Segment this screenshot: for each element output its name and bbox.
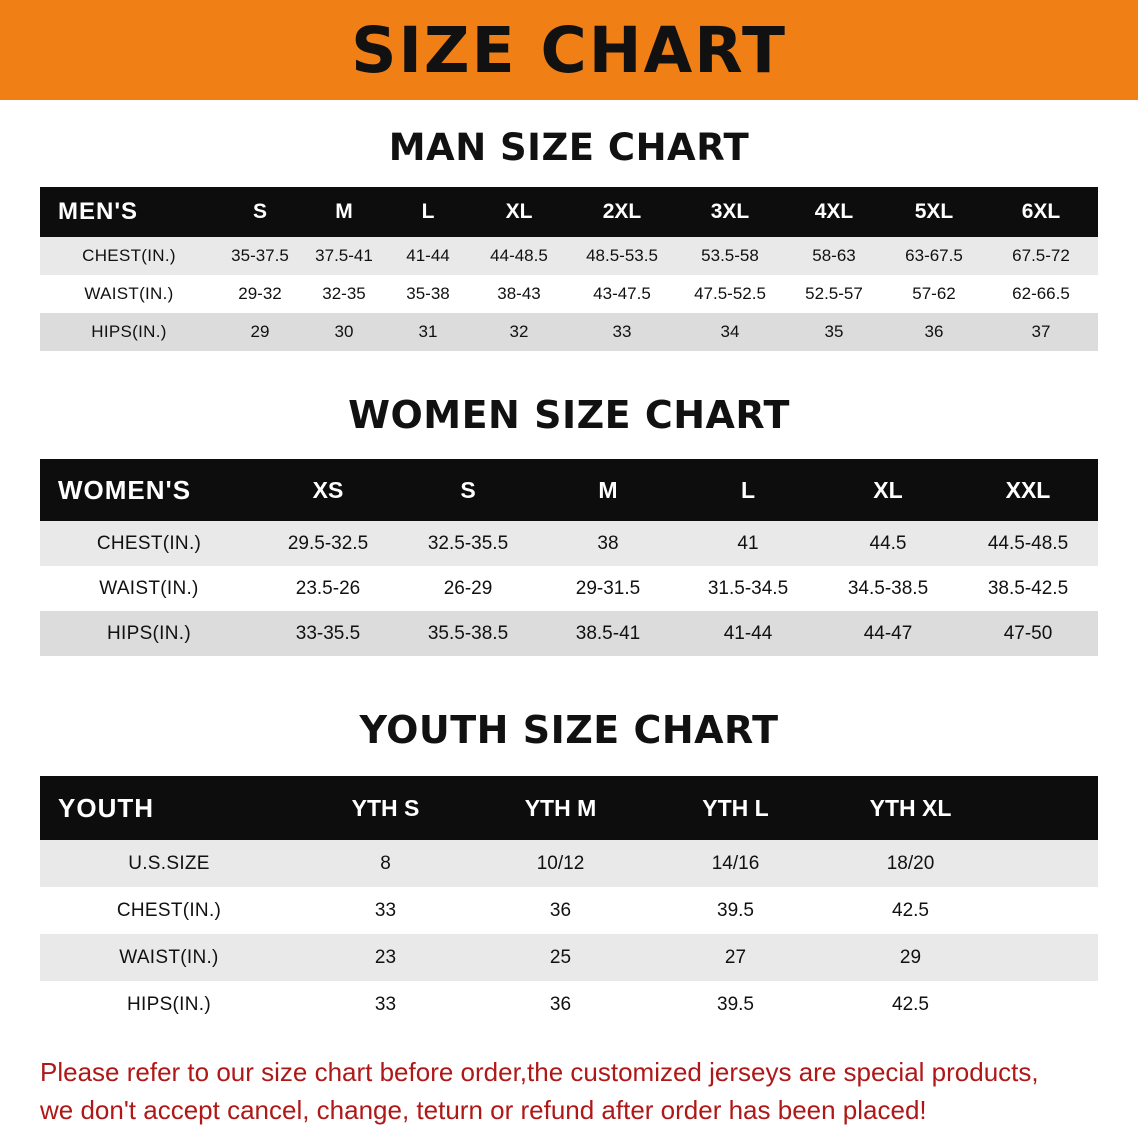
table-row bbox=[40, 313, 1098, 351]
table-row bbox=[40, 840, 1098, 887]
women-cell: 38.5-42.5 bbox=[987, 577, 1069, 599]
women-row-label: CHEST(IN.) bbox=[96, 532, 202, 554]
youth-header-cell: YTH M bbox=[473, 776, 648, 840]
table-row bbox=[40, 521, 1098, 566]
table-row bbox=[40, 566, 1098, 611]
men-header-cell: 4XL bbox=[784, 187, 884, 237]
youth-row-label: U.S.SIZE bbox=[128, 852, 210, 874]
youth-cell: 27 bbox=[724, 946, 747, 968]
men-size-table bbox=[40, 187, 1098, 351]
youth-cell: 14/16 bbox=[711, 852, 760, 874]
men-header-cell: 5XL bbox=[884, 187, 984, 237]
youth-cell-spacer bbox=[998, 840, 1098, 887]
women-cell: 32.5-35.5 bbox=[427, 532, 509, 554]
women-header-cell: M bbox=[538, 459, 678, 521]
men-cell: 41-44 bbox=[406, 246, 450, 265]
women-cell: 38.5-41 bbox=[575, 622, 641, 644]
youth-section-title: YOUTH SIZE CHART bbox=[359, 708, 779, 752]
men-cell: 43-47.5 bbox=[593, 284, 651, 303]
disclaimer-line-1: Please refer to our size chart before order,the customized jerseys are special products, bbox=[40, 1057, 1039, 1087]
men-header-cell: 2XL bbox=[568, 187, 676, 237]
men-header-cell: M bbox=[302, 187, 386, 237]
women-header-cell: XL bbox=[818, 459, 958, 521]
youth-cell-spacer bbox=[998, 981, 1098, 1028]
youth-cell-spacer bbox=[998, 934, 1098, 981]
table-row bbox=[40, 981, 1098, 1028]
men-cell: 35 bbox=[824, 322, 844, 341]
youth-header-cell: YOUTH bbox=[40, 776, 298, 840]
men-row-label: CHEST(IN.) bbox=[82, 246, 176, 265]
youth-header-cell: YTH XL bbox=[823, 776, 998, 840]
men-header-cell: 3XL bbox=[676, 187, 784, 237]
women-section-title: WOMEN SIZE CHART bbox=[348, 393, 790, 437]
youth-row-label: HIPS(IN.) bbox=[127, 993, 211, 1015]
men-row-label: HIPS(IN.) bbox=[91, 322, 167, 341]
men-cell: 36 bbox=[924, 322, 944, 341]
women-header-cell: XS bbox=[258, 459, 398, 521]
youth-row-label: WAIST(IN.) bbox=[119, 946, 219, 968]
men-cell: 35-38 bbox=[406, 284, 450, 303]
women-cell: 34.5-38.5 bbox=[847, 577, 929, 599]
women-cell: 23.5-26 bbox=[295, 577, 361, 599]
men-cell: 44-48.5 bbox=[490, 246, 548, 265]
youth-row-label: CHEST(IN.) bbox=[116, 899, 222, 921]
men-cell: 52.5-57 bbox=[805, 284, 863, 303]
youth-cell: 39.5 bbox=[717, 993, 754, 1015]
youth-cell: 29 bbox=[899, 946, 922, 968]
women-cell: 38 bbox=[597, 532, 619, 554]
youth-cell: 42.5 bbox=[892, 899, 929, 921]
men-cell: 34 bbox=[720, 322, 740, 341]
youth-cell: 25 bbox=[549, 946, 572, 968]
table-row bbox=[40, 275, 1098, 313]
men-cell: 58-63 bbox=[812, 246, 856, 265]
men-cell: 53.5-58 bbox=[701, 246, 759, 265]
women-cell: 44-47 bbox=[863, 622, 913, 644]
men-cell: 33 bbox=[612, 322, 632, 341]
men-cell: 35-37.5 bbox=[231, 246, 289, 265]
banner-title: SIZE CHART bbox=[351, 13, 787, 87]
table-row bbox=[40, 934, 1098, 981]
youth-cell-spacer bbox=[998, 887, 1098, 934]
women-cell: 44.5-48.5 bbox=[987, 532, 1069, 554]
women-cell: 33-35.5 bbox=[295, 622, 361, 644]
youth-cell: 18/20 bbox=[886, 852, 935, 874]
men-cell: 30 bbox=[334, 322, 354, 341]
youth-cell: 33 bbox=[374, 899, 397, 921]
men-header-row bbox=[40, 187, 1098, 237]
women-cell: 29.5-32.5 bbox=[287, 532, 369, 554]
men-header-cell: 6XL bbox=[984, 187, 1098, 237]
women-cell: 35.5-38.5 bbox=[427, 622, 509, 644]
women-cell: 47-50 bbox=[1003, 622, 1053, 644]
women-header-cell: WOMEN'S bbox=[40, 459, 258, 521]
men-cell: 31 bbox=[418, 322, 438, 341]
men-table-wrap bbox=[40, 187, 1098, 351]
women-cell: 41 bbox=[737, 532, 759, 554]
men-header-cell: MEN'S bbox=[40, 187, 218, 237]
youth-header-cell: YTH S bbox=[298, 776, 473, 840]
women-size-table bbox=[40, 459, 1098, 656]
youth-cell: 42.5 bbox=[892, 993, 929, 1015]
women-row-label: HIPS(IN.) bbox=[107, 622, 191, 644]
youth-table-wrap bbox=[40, 776, 1098, 1028]
men-cell: 67.5-72 bbox=[1012, 246, 1070, 265]
men-section-title: MAN SIZE CHART bbox=[388, 126, 750, 169]
youth-cell: 36 bbox=[549, 993, 572, 1015]
youth-cell: 8 bbox=[380, 852, 391, 874]
men-cell: 62-66.5 bbox=[1012, 284, 1070, 303]
women-header-cell: XXL bbox=[958, 459, 1098, 521]
youth-cell: 23 bbox=[374, 946, 397, 968]
table-row bbox=[40, 611, 1098, 656]
men-cell: 57-62 bbox=[912, 284, 956, 303]
youth-header-spacer bbox=[998, 776, 1098, 840]
youth-cell: 10/12 bbox=[536, 852, 585, 874]
men-header-cell: L bbox=[386, 187, 470, 237]
men-cell: 63-67.5 bbox=[905, 246, 963, 265]
women-header-cell: L bbox=[678, 459, 818, 521]
women-header-cell: S bbox=[398, 459, 538, 521]
women-cell: 31.5-34.5 bbox=[707, 577, 789, 599]
women-cell: 44.5 bbox=[869, 532, 907, 554]
men-cell: 29 bbox=[250, 322, 270, 341]
banner bbox=[0, 0, 1138, 100]
men-cell: 32 bbox=[509, 322, 529, 341]
women-row-label: WAIST(IN.) bbox=[99, 577, 199, 599]
women-cell: 26-29 bbox=[443, 577, 493, 599]
men-cell: 47.5-52.5 bbox=[694, 284, 766, 303]
men-cell: 37.5-41 bbox=[315, 246, 373, 265]
youth-cell: 39.5 bbox=[717, 899, 754, 921]
disclaimer-line-2: we don't accept cancel, change, teturn or refund after order has been placed! bbox=[40, 1094, 927, 1125]
table-row bbox=[40, 887, 1098, 934]
disclaimer-note bbox=[40, 1054, 1098, 1129]
men-row-label: WAIST(IN.) bbox=[84, 284, 174, 303]
women-header-row bbox=[40, 459, 1098, 521]
youth-cell: 36 bbox=[549, 899, 572, 921]
women-cell: 29-31.5 bbox=[575, 577, 641, 599]
men-cell: 37 bbox=[1031, 322, 1051, 341]
men-header-cell: S bbox=[218, 187, 302, 237]
men-cell: 48.5-53.5 bbox=[586, 246, 658, 265]
men-cell: 29-32 bbox=[238, 284, 282, 303]
men-header-cell: XL bbox=[470, 187, 568, 237]
youth-header-cell: YTH L bbox=[648, 776, 823, 840]
men-cell: 38-43 bbox=[497, 284, 541, 303]
women-cell: 41-44 bbox=[723, 622, 773, 644]
youth-cell: 33 bbox=[374, 993, 397, 1015]
men-cell: 32-35 bbox=[322, 284, 366, 303]
youth-header-row bbox=[40, 776, 1098, 840]
youth-size-table bbox=[40, 776, 1098, 1028]
women-table-wrap bbox=[40, 459, 1098, 656]
table-row bbox=[40, 237, 1098, 275]
